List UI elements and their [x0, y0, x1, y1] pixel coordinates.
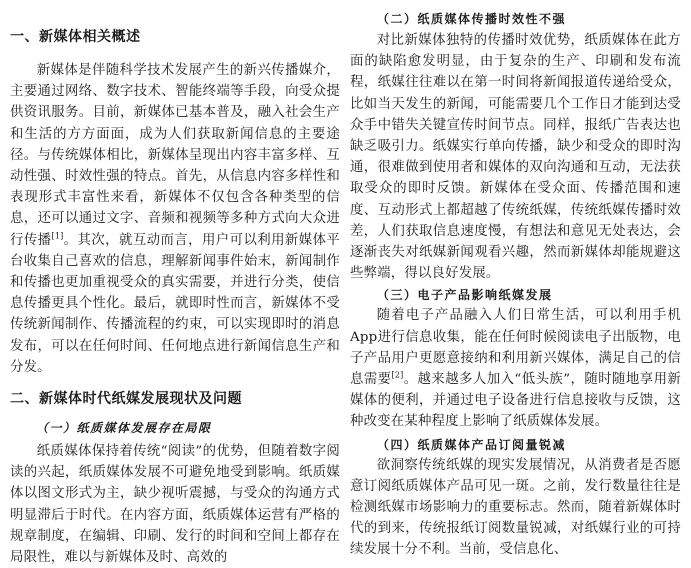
paragraph-text: 。其次，就互动而言，用户可以利用新媒体平台收集自己喜欢的信息，理解新闻事件始末，新闻制作和传播也更加重视受众的真实需要，并进行分类，使信息传播更具个性化。最后，就即时性而言，新媒体不受传统新闻制作、传播流程的约束，可以实现即时的消息发布，可以在任何时间、任何地点进行新闻信息生产和分发。: [10, 232, 341, 375]
subheading-electronics: （三）电子产品影响纸媒发展: [377, 288, 553, 303]
paragraph-limitations: 纸质媒体保持着传统“阅读”的优势，但随着数字阅读的兴起，纸质媒体发展不可避免地受到影响。纸质媒体以图文形式为主，缺少视听震撼，与受众的沟通方式明显滞后于时代。在内容方面，纸质媒体运营有严格的规章制度，在编辑、印刷、发行的时间和空间上都存在局限性，难以与新媒体及时、高效的: [10, 444, 340, 566]
citation-ref: [1]: [51, 231, 64, 241]
paragraph-text: 随着电子产品融入人们日常生活，可以利用手机App进行信息收集，能在任何时候阅读电子出版物，电子产品用户更愿意接纳和利用新兴媒体，满足自己的信息需要: [350, 308, 681, 388]
paragraph-text: 新媒体是伴随科学技术发展产生的新兴传播媒介，主要通过网络、数字技术、智能终端等手段，向受众提供资讯服务。目前，新媒体已基本普及，融入社会生产和生活的方方面面，成为人们获取新闻信息的主要途径。与传统媒体相比，新媒体呈现出内容丰富多样、互动性强、时效性强的特点。首先，从信息内容多样性和表现形式丰富性来看，新媒体不仅包含各种类型的信息，还可以通过文字、音频和视频等多种方式向大众进行传播: [10, 63, 340, 248]
left-column: [10, 0, 340, 568]
paragraph-timeliness: 对比新媒体独特的传播时效优势，纸质媒体在此方面的缺陷愈发明显，由于复杂的生产、印刷和发布流程，纸媒往往难以在第一时间将新闻报道传递给受众，比如当天发生的新闻，可能需要几个工作日才能到达受众手中错失关键宣传时间节点。同样，报纸广告表达也缺乏吸引力。纸媒实行单向传播，缺少和受众的即时沟通，很难做到使用者和媒体的双向沟通和互动，无法获取受众的即时反馈。新媒体在受众面、传播范围和速度、互动形式上都超越了传统纸媒，传统纸媒传播时效差，人们获取信息速度慢，有想法和意见无处表达，会逐渐丧失对纸媒新闻观看兴趣，然而新媒体却能规避这些弊端，得以良好发展。: [350, 33, 681, 282]
paragraph-subscriptions: 欲洞察传统纸媒的现实发展情况，从消费者是否愿意订阅纸质媒体产品可见一斑。之前，发行数量往往是检测纸媒市场影响力的重要标志。然而，随着新媒体时代的到来，传统报纸订阅数量锐减，对纸媒行业的可持续发展十分不利。当前，受信息化、: [350, 457, 681, 558]
paragraph-overview: [10, 60, 340, 378]
paragraph-text: 。越来越多人加入“低头族”，随时随地享用新媒体的便利，并通过电子设备进行信息接收与反馈，这种改变在某种程度上影响了纸质媒体发展。: [350, 372, 682, 430]
right-column: [350, 0, 681, 561]
subheading-timeliness: （二）纸质媒体传播时效性不强: [377, 12, 567, 26]
paragraph-electronics: [350, 305, 681, 432]
citation-ref: [2]: [391, 370, 404, 380]
subheading-subscriptions: （四）纸质媒体产品订阅量锐减: [377, 437, 567, 452]
subheading-limitations: （一）纸质媒体发展存在局限: [36, 421, 212, 436]
section-heading-status: 二、新媒体时代纸媒发展现状及问题: [10, 391, 242, 408]
section-heading-overview: 一、新媒体相关概述: [10, 29, 141, 45]
